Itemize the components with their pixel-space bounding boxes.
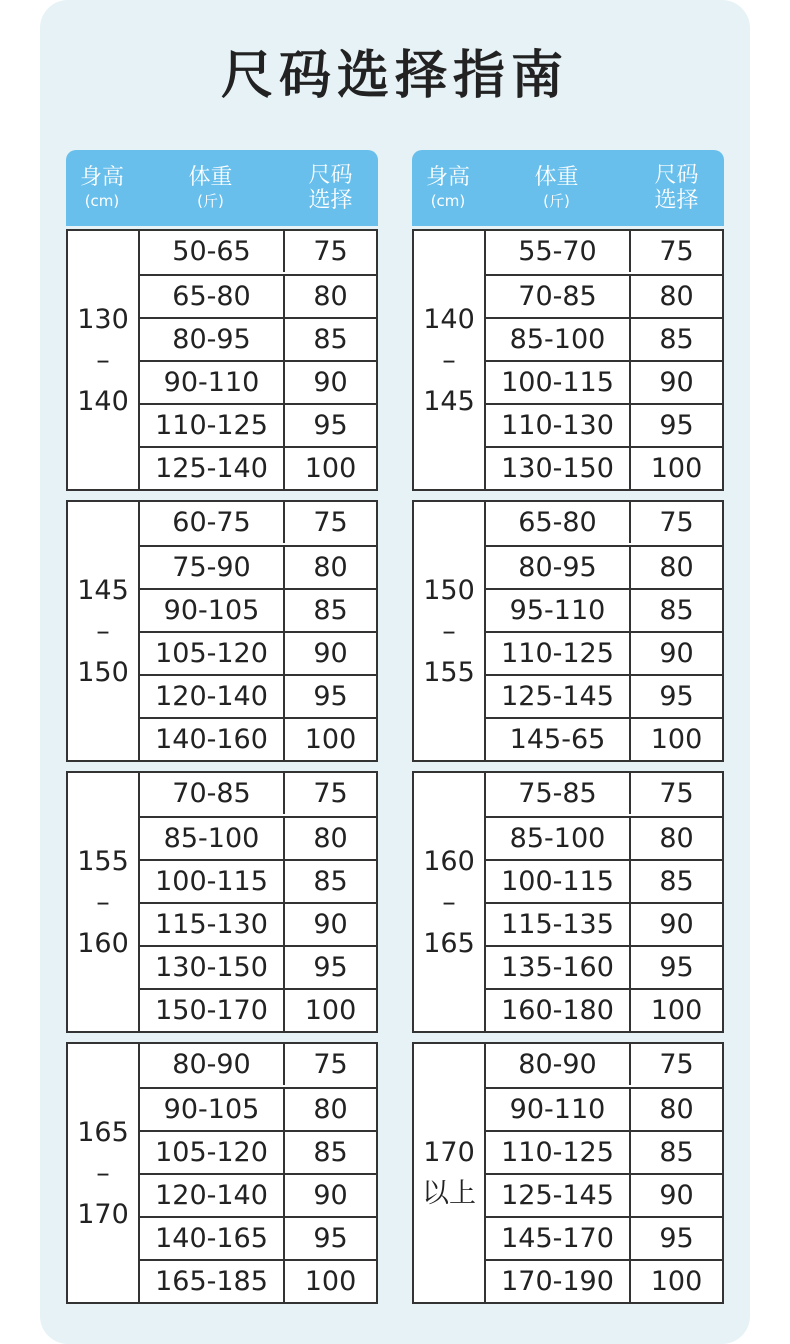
height-range-text: 160 <box>77 927 129 959</box>
weight-label: 体重 <box>188 165 233 190</box>
right-table-header <box>412 150 724 226</box>
height-label: 身高 <box>79 165 124 190</box>
weight-range-cell: 70-85 <box>486 276 631 317</box>
size-column-header <box>283 150 378 226</box>
table-row <box>486 403 722 446</box>
weight-range-cell: 105-120 <box>140 1132 285 1173</box>
weight-range-cell: 125-145 <box>486 1175 631 1216</box>
table-row <box>140 502 376 543</box>
size-column-header <box>629 150 724 226</box>
height-range-text: 140 <box>77 385 129 417</box>
table-row <box>486 902 722 945</box>
height-range-text: – <box>96 1157 110 1189</box>
size-group <box>412 1042 724 1304</box>
table-row <box>486 1044 722 1085</box>
height-range-cell <box>414 231 486 489</box>
weight-range-cell: 115-130 <box>140 904 285 945</box>
weight-range-cell: 90-105 <box>140 590 285 631</box>
weight-range-cell: 165-185 <box>140 1261 285 1302</box>
weight-range-cell: 55-70 <box>486 231 631 272</box>
size-cell: 95 <box>659 410 694 441</box>
size-label-line2: 选择 <box>654 188 699 213</box>
weight-range-cell: 115-135 <box>486 904 631 945</box>
weight-range-cell: 110-125 <box>486 633 631 674</box>
height-column-header <box>412 150 484 226</box>
size-cell: 100 <box>304 1266 357 1297</box>
weight-range-cell: 80-95 <box>140 319 285 360</box>
size-cell: 75 <box>313 236 348 267</box>
size-cell: 95 <box>313 1223 348 1254</box>
size-cell: 100 <box>650 724 703 755</box>
height-column-header <box>66 150 138 226</box>
weight-range-cell: 110-130 <box>486 405 631 446</box>
height-range-text: 140 <box>423 303 475 335</box>
height-label: 身高 <box>425 165 470 190</box>
table-row <box>140 945 376 988</box>
weight-range-cell: 85-100 <box>486 818 631 859</box>
size-cell: 90 <box>313 367 348 398</box>
size-cell: 100 <box>650 995 703 1026</box>
size-cell: 80 <box>313 1094 348 1125</box>
size-group <box>412 500 724 762</box>
size-cell: 85 <box>659 324 694 355</box>
weight-range-cell: 135-160 <box>486 947 631 988</box>
size-group <box>66 771 378 1033</box>
table-row <box>140 545 376 588</box>
size-cell: 95 <box>313 952 348 983</box>
size-cell: 100 <box>304 995 357 1026</box>
size-cell: 90 <box>313 909 348 940</box>
weight-range-cell: 60-75 <box>140 502 285 543</box>
size-label-line2: 选择 <box>308 188 353 213</box>
size-cell: 90 <box>313 638 348 669</box>
size-label-line1: 尺码 <box>308 163 353 188</box>
table-row <box>486 1130 722 1173</box>
height-range-cell <box>414 1044 486 1302</box>
weight-range-cell: 140-165 <box>140 1218 285 1259</box>
size-cell: 90 <box>659 367 694 398</box>
weight-range-cell: 145-170 <box>486 1218 631 1259</box>
height-range-cell <box>414 502 486 760</box>
size-cell: 95 <box>659 952 694 983</box>
table-row <box>486 446 722 489</box>
weight-label: 体重 <box>534 165 579 190</box>
size-group <box>66 229 378 491</box>
table-row <box>140 403 376 446</box>
weight-range-cell: 110-125 <box>140 405 285 446</box>
size-cell: 80 <box>659 823 694 854</box>
size-cell: 80 <box>313 281 348 312</box>
size-cell: 90 <box>659 909 694 940</box>
table-row <box>486 1259 722 1302</box>
height-range-text: 165 <box>77 1116 129 1148</box>
weight-range-cell: 140-160 <box>140 719 285 760</box>
size-cell: 75 <box>659 1049 694 1080</box>
size-cell: 80 <box>659 552 694 583</box>
height-range-text: – <box>96 886 110 918</box>
height-range-text: – <box>96 344 110 376</box>
height-range-text: 155 <box>423 656 475 688</box>
height-range-cell <box>68 502 140 760</box>
height-range-text: 150 <box>423 574 475 606</box>
table-row <box>140 1173 376 1216</box>
weight-range-cell: 100-115 <box>486 861 631 902</box>
left-table-header <box>66 150 378 226</box>
table-row <box>486 360 722 403</box>
weight-range-cell: 65-80 <box>140 276 285 317</box>
height-range-text: 150 <box>77 656 129 688</box>
table-row <box>486 859 722 902</box>
table-row <box>486 674 722 717</box>
weight-range-cell: 125-140 <box>140 448 285 489</box>
size-cell: 90 <box>659 638 694 669</box>
size-cell: 80 <box>313 823 348 854</box>
table-row <box>140 1044 376 1085</box>
weight-range-cell: 120-140 <box>140 676 285 717</box>
height-unit: (cm) <box>84 192 120 210</box>
weight-range-cell: 105-120 <box>140 633 285 674</box>
weight-range-cell: 85-100 <box>140 818 285 859</box>
weight-range-cell: 80-95 <box>486 547 631 588</box>
table-row <box>486 274 722 317</box>
size-cell: 85 <box>313 1137 348 1168</box>
weight-range-cell: 125-145 <box>486 676 631 717</box>
size-cell: 75 <box>313 1049 348 1080</box>
table-row <box>140 1087 376 1130</box>
weight-range-cell: 170-190 <box>486 1261 631 1302</box>
size-cell: 95 <box>313 410 348 441</box>
size-cell: 75 <box>659 507 694 538</box>
size-cell: 85 <box>659 595 694 626</box>
size-cell: 75 <box>659 236 694 267</box>
height-range-text: 145 <box>423 385 475 417</box>
weight-range-cell: 150-170 <box>140 990 285 1031</box>
size-cell: 95 <box>313 681 348 712</box>
size-group <box>66 500 378 762</box>
size-cell: 75 <box>659 778 694 809</box>
height-range-cell <box>68 773 140 1031</box>
height-range-cell <box>68 1044 140 1302</box>
size-cell: 85 <box>313 324 348 355</box>
weight-range-cell: 160-180 <box>486 990 631 1031</box>
size-cell: 100 <box>304 453 357 484</box>
weight-range-cell: 120-140 <box>140 1175 285 1216</box>
table-row <box>140 1259 376 1302</box>
weight-range-cell: 100-115 <box>140 861 285 902</box>
size-cell: 90 <box>313 1180 348 1211</box>
height-range-text: 155 <box>77 845 129 877</box>
height-unit: (cm) <box>430 192 466 210</box>
height-range-text: – <box>442 886 456 918</box>
size-cell: 75 <box>313 778 348 809</box>
weight-range-cell: 110-125 <box>486 1132 631 1173</box>
table-row <box>140 274 376 317</box>
table-row <box>140 231 376 272</box>
size-cell: 85 <box>313 595 348 626</box>
size-cell: 95 <box>659 1223 694 1254</box>
size-group <box>66 1042 378 1304</box>
weight-range-cell: 90-110 <box>486 1089 631 1130</box>
weight-unit: (斤) <box>197 192 224 210</box>
weight-range-cell: 90-110 <box>140 362 285 403</box>
table-row <box>140 446 376 489</box>
table-row <box>486 317 722 360</box>
weight-range-cell: 90-105 <box>140 1089 285 1130</box>
height-range-text: – <box>96 615 110 647</box>
weight-column-header <box>484 150 629 226</box>
weight-unit: (斤) <box>543 192 570 210</box>
size-cell: 100 <box>650 1266 703 1297</box>
table-row <box>486 588 722 631</box>
size-group <box>412 229 724 491</box>
weight-range-cell: 75-85 <box>486 773 631 814</box>
height-range-cell <box>68 231 140 489</box>
size-cell: 80 <box>659 1094 694 1125</box>
weight-range-cell: 100-115 <box>486 362 631 403</box>
size-cell: 85 <box>313 866 348 897</box>
table-row <box>140 1216 376 1259</box>
weight-range-cell: 85-100 <box>486 319 631 360</box>
height-range-text: 145 <box>77 574 129 606</box>
table-row <box>140 588 376 631</box>
size-cell: 100 <box>650 453 703 484</box>
table-row <box>486 988 722 1031</box>
height-range-text: 170 <box>423 1137 475 1168</box>
size-cell: 90 <box>659 1180 694 1211</box>
size-cell: 85 <box>659 866 694 897</box>
table-row <box>140 360 376 403</box>
table-row <box>486 773 722 814</box>
table-row <box>486 1173 722 1216</box>
weight-range-cell: 65-80 <box>486 502 631 543</box>
table-row <box>140 674 376 717</box>
table-row <box>140 859 376 902</box>
table-row <box>140 773 376 814</box>
size-cell: 80 <box>313 552 348 583</box>
height-range-cell <box>414 773 486 1031</box>
table-row <box>486 502 722 543</box>
size-cell: 95 <box>659 681 694 712</box>
height-range-text: 130 <box>77 303 129 335</box>
table-row <box>140 902 376 945</box>
height-range-text: – <box>442 344 456 376</box>
table-row <box>140 1130 376 1173</box>
weight-range-cell: 95-110 <box>486 590 631 631</box>
table-row <box>486 631 722 674</box>
table-row <box>140 631 376 674</box>
height-range-text: 170 <box>77 1198 129 1230</box>
size-group <box>412 771 724 1033</box>
size-cell: 80 <box>659 281 694 312</box>
table-row <box>140 988 376 1031</box>
page-title: 尺码选择指南 <box>220 46 569 106</box>
weight-column-header <box>138 150 283 226</box>
table-row <box>486 945 722 988</box>
weight-range-cell: 130-150 <box>140 947 285 988</box>
table-row <box>486 717 722 760</box>
table-row <box>140 816 376 859</box>
table-row <box>140 317 376 360</box>
weight-range-cell: 80-90 <box>486 1044 631 1085</box>
size-cell: 75 <box>313 507 348 538</box>
table-row <box>140 717 376 760</box>
size-cell: 85 <box>659 1137 694 1168</box>
weight-range-cell: 70-85 <box>140 773 285 814</box>
height-range-text: 165 <box>423 927 475 959</box>
weight-range-cell: 130-150 <box>486 448 631 489</box>
weight-range-cell: 50-65 <box>140 231 285 272</box>
weight-range-cell: 145-65 <box>486 719 631 760</box>
height-range-text: 160 <box>423 845 475 877</box>
table-row <box>486 545 722 588</box>
size-cell: 100 <box>304 724 357 755</box>
table-row <box>486 1216 722 1259</box>
height-range-text: 以上 <box>422 1178 476 1209</box>
table-row <box>486 1087 722 1130</box>
table-row <box>486 816 722 859</box>
weight-range-cell: 80-90 <box>140 1044 285 1085</box>
weight-range-cell: 75-90 <box>140 547 285 588</box>
table-row <box>486 231 722 272</box>
size-label-line1: 尺码 <box>654 163 699 188</box>
height-range-text: – <box>442 615 456 647</box>
